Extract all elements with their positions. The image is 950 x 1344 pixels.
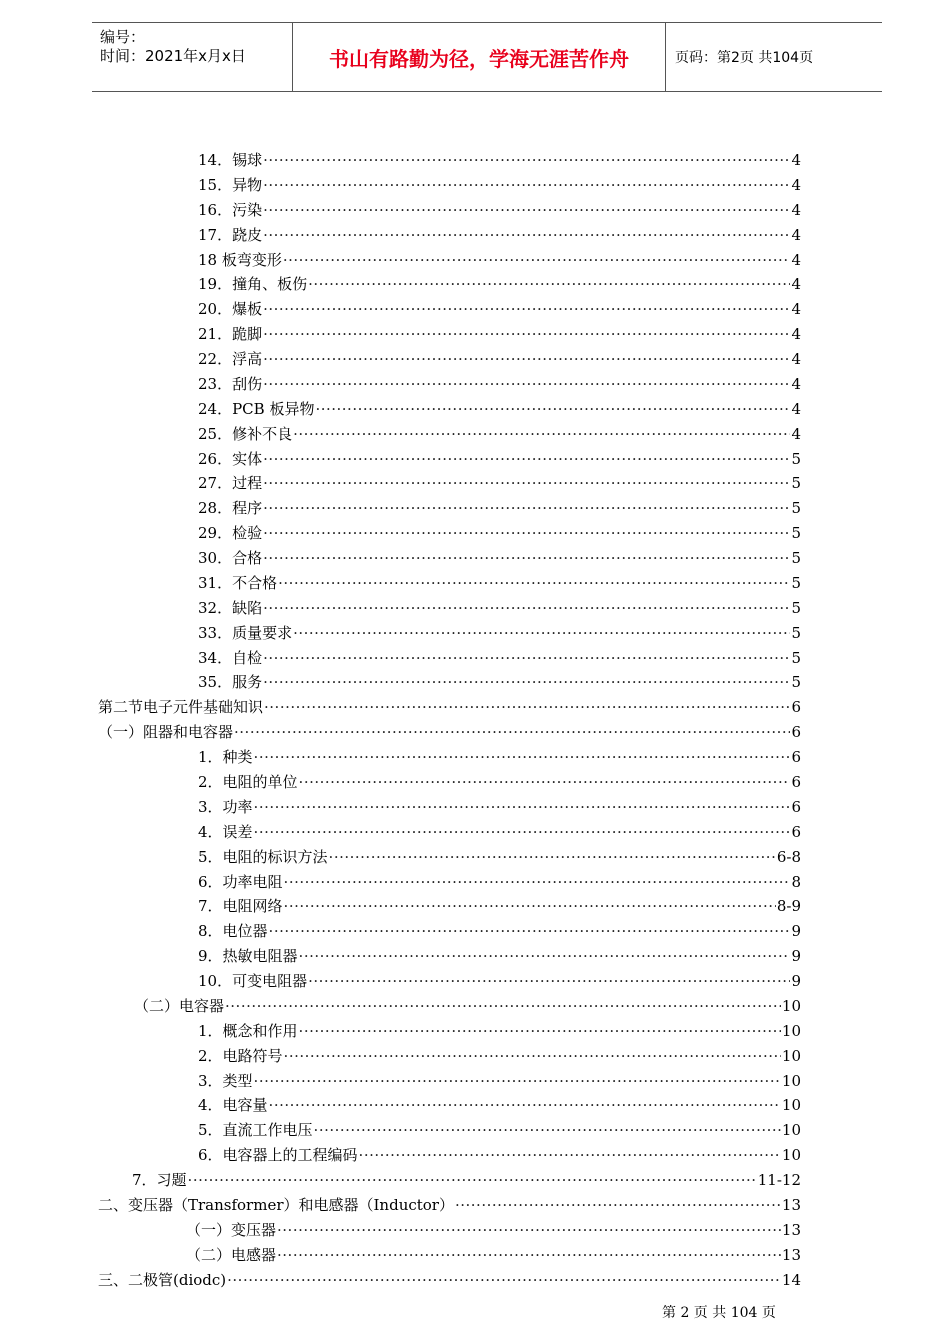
toc-entry[interactable]: [198, 796, 801, 818]
toc-entry-label: 24．PCB 板异物: [198, 399, 315, 418]
toc-entry[interactable]: [98, 696, 801, 718]
toc-leader-dots: [308, 970, 790, 992]
toc-leader-dots: [263, 199, 790, 221]
toc-entry-label: 33．质量要求: [198, 623, 293, 642]
toc-entry-page: 8-9: [776, 897, 801, 916]
toc-leader-dots: [263, 497, 790, 519]
toc-entry-label: 5．直流工作电压: [198, 1121, 313, 1140]
toc-entry-label: （一）阻器和电容器: [98, 723, 234, 742]
toc-entry[interactable]: [198, 920, 801, 942]
toc-entry-label: 35．服务: [198, 673, 263, 692]
toc-entry-label: 20．爆板: [198, 300, 263, 319]
toc-entry-page: 5: [791, 573, 801, 592]
toc-leader-dots: [254, 746, 791, 768]
toc-leader-dots: [225, 995, 781, 1017]
toc-leader-dots: [263, 174, 790, 196]
toc-entry-page: 13: [781, 1195, 801, 1214]
toc-entry-page: 4: [791, 175, 801, 194]
toc-entry-label: 29．检验: [198, 524, 263, 543]
toc-entry-label: 5．电阻的标识方法: [198, 847, 328, 866]
toc-entry[interactable]: [198, 497, 801, 519]
toc-entry-page: 10: [781, 1071, 801, 1090]
toc-entry-label: 6．功率电阻: [198, 872, 283, 891]
toc-entry[interactable]: [198, 895, 801, 917]
toc-entry-page: 6: [791, 698, 801, 717]
toc-entry-label: 34．自检: [198, 648, 263, 667]
toc-entry[interactable]: [198, 298, 801, 320]
toc-entry-label: 2．电路符号: [198, 1046, 283, 1065]
page-info: 页码：第2页 共104页: [675, 50, 814, 66]
toc-entry[interactable]: [198, 348, 801, 370]
toc-entry-page: 4: [791, 350, 801, 369]
toc-leader-dots: [264, 696, 790, 718]
toc-entry-label: 6．电容器上的工程编码: [198, 1146, 358, 1165]
toc-leader-dots: [283, 249, 791, 271]
toc-leader-dots: [269, 920, 791, 942]
toc-entry-label: 27．过程: [198, 474, 263, 493]
toc-entry-page: 5: [791, 598, 801, 617]
toc-entry-page: 6-8: [776, 847, 801, 866]
toc-entry-page: 5: [791, 474, 801, 493]
toc-entry[interactable]: [198, 1045, 801, 1067]
time-label: 时间：2021年x月x日: [100, 47, 246, 65]
toc-entry-label: 3．功率: [198, 797, 253, 816]
toc-leader-dots: [278, 572, 790, 594]
toc-entry[interactable]: [198, 647, 801, 669]
toc-entry-label: （二）电感器: [186, 1245, 277, 1264]
toc-entry[interactable]: [198, 771, 801, 793]
toc-leader-dots: [284, 871, 791, 893]
toc-entry[interactable]: [198, 871, 801, 893]
toc-entry[interactable]: [198, 671, 801, 693]
toc-entry[interactable]: [198, 622, 801, 644]
toc-entry[interactable]: [98, 1194, 801, 1216]
toc-entry[interactable]: [134, 995, 801, 1017]
toc-entry[interactable]: [198, 149, 801, 171]
toc-leader-dots: [263, 472, 790, 494]
toc-entry-label: （一）变压器: [186, 1220, 277, 1239]
toc-leader-dots: [293, 423, 790, 445]
toc-leader-dots: [455, 1194, 781, 1216]
toc-leader-dots: [254, 796, 791, 818]
toc-leader-dots: [263, 149, 790, 171]
toc-entry-label: 26．实体: [198, 449, 263, 468]
toc-entry-label: 22．浮高: [198, 350, 263, 369]
toc-entry-page: 8: [791, 872, 801, 891]
toc-entry-page: 4: [791, 325, 801, 344]
toc-entry[interactable]: [186, 1244, 801, 1266]
toc-entry-page: 10: [781, 1096, 801, 1115]
toc-entry[interactable]: [132, 1169, 801, 1191]
toc-leader-dots: [263, 448, 790, 470]
toc-entry-page: 4: [791, 200, 801, 219]
toc-entry[interactable]: [198, 373, 801, 395]
toc-entry[interactable]: [198, 423, 801, 445]
toc-entry[interactable]: [198, 224, 801, 246]
toc-leader-dots: [314, 1119, 781, 1141]
toc-entry-label: 28．程序: [198, 499, 263, 518]
toc-entry-label: 30．合格: [198, 549, 263, 568]
toc-entry-label: 7．电阻网络: [198, 897, 283, 916]
toc-leader-dots: [293, 622, 790, 644]
page-footer: 第 2 页 共 104 页: [662, 1305, 776, 1321]
toc-entry-page: 13: [781, 1220, 801, 1239]
toc-entry[interactable]: [198, 821, 801, 843]
toc-entry[interactable]: [198, 970, 801, 992]
toc-entry-label: 25．修补不良: [198, 424, 293, 443]
toc-entry[interactable]: [198, 273, 801, 295]
toc-leader-dots: [277, 1219, 781, 1241]
toc-entry[interactable]: [198, 448, 801, 470]
toc-leader-dots: [299, 1020, 781, 1042]
toc-entry-page: 4: [791, 399, 801, 418]
toc-leader-dots: [359, 1144, 781, 1166]
toc-entry-page: 4: [791, 275, 801, 294]
toc-entry-page: 5: [791, 524, 801, 543]
toc-entry-page: 5: [791, 449, 801, 468]
toc-leader-dots: [263, 373, 790, 395]
toc-leader-dots: [277, 1244, 781, 1266]
toc-entry-page: 10: [781, 996, 801, 1015]
toc-entry-page: 11-12: [757, 1171, 801, 1190]
toc-entry-label: 21．跪脚: [198, 325, 263, 344]
toc-entry-page: 9: [791, 972, 801, 991]
toc-entry[interactable]: [198, 547, 801, 569]
toc-entry-page: 5: [791, 499, 801, 518]
toc-entry[interactable]: [198, 1070, 801, 1092]
toc-leader-dots: [263, 224, 790, 246]
toc-entry-label: 二、变压器（Transformer）和电感器（Inductor）: [98, 1195, 454, 1214]
toc-entry-label: 2．电阻的单位: [198, 773, 298, 791]
toc-entry-page: 6: [791, 748, 801, 767]
toc-entry-page: 4: [791, 151, 801, 169]
toc-entry-page: 4: [791, 424, 801, 443]
toc-entry-page: 10: [781, 1146, 801, 1165]
toc-entry[interactable]: [198, 846, 801, 868]
toc-entry-page: 4: [791, 300, 801, 319]
toc-entry[interactable]: [198, 199, 801, 221]
toc-entry-page: 5: [791, 673, 801, 692]
toc-entry-page: 9: [791, 922, 801, 941]
toc-entry[interactable]: [198, 572, 801, 594]
toc-entry-page: 10: [781, 1021, 801, 1040]
toc-entry-label: （二）电容器: [134, 996, 225, 1015]
toc-entry-page: 10: [781, 1121, 801, 1140]
motto-text: 书山有路勤为径，学海无涯苦作舟: [329, 46, 629, 71]
toc-entry-label: 4．电容量: [198, 1096, 268, 1115]
toc-entry-label: 1．种类: [198, 748, 253, 767]
toc-entry-page: 13: [781, 1245, 801, 1264]
toc-entry-label: 3．类型: [198, 1071, 253, 1090]
toc-entry-page: 6: [791, 797, 801, 816]
toc-leader-dots: [263, 671, 790, 693]
toc-entry-page: 4: [791, 250, 801, 269]
toc-entry-label: 7．习题: [132, 1171, 187, 1190]
toc-entry-label: 17．跷皮: [198, 225, 263, 244]
toc-leader-dots: [227, 1269, 781, 1291]
number-label: 编号：: [100, 28, 146, 46]
toc-entry-page: 10: [781, 1046, 801, 1065]
toc-leader-dots: [254, 1070, 781, 1092]
toc-entry-label: 18 板弯变形: [198, 250, 282, 269]
page-header: [92, 22, 882, 92]
toc-entry-label: 三、二极管(diodc): [98, 1270, 227, 1289]
toc-leader-dots: [263, 522, 790, 544]
toc-entry-page: 9: [791, 947, 801, 966]
toc-entry[interactable]: [198, 398, 801, 420]
toc-entry-page: 14: [781, 1270, 801, 1289]
toc-entry-label: 9．热敏电阻器: [198, 947, 298, 966]
toc-entry[interactable]: [198, 597, 801, 619]
toc-entry-label: 14．锡球: [198, 151, 263, 169]
toc-leader-dots: [299, 771, 791, 793]
toc-entry-page: 4: [791, 225, 801, 244]
toc-leader-dots: [263, 348, 790, 370]
toc-entry-page: 6: [791, 773, 801, 791]
toc-entry[interactable]: [198, 1119, 801, 1141]
toc-entry-label: 第二节电子元件基础知识: [98, 698, 264, 717]
toc-leader-dots: [263, 597, 790, 619]
toc-leader-dots: [254, 821, 791, 843]
header-motto-cell: [292, 23, 666, 91]
toc-leader-dots: [263, 547, 790, 569]
toc-entry[interactable]: [198, 472, 801, 494]
toc-leader-dots: [269, 1094, 781, 1116]
toc-leader-dots: [315, 398, 790, 420]
toc-entry-page: 5: [791, 648, 801, 667]
toc-leader-dots: [188, 1169, 757, 1191]
toc-entry-label: 19．撞角、板伤: [198, 275, 308, 294]
toc-leader-dots: [284, 1045, 781, 1067]
toc-leader-dots: [284, 895, 776, 917]
toc-entry[interactable]: [198, 945, 801, 967]
toc-entry-label: 23．刮伤: [198, 374, 263, 393]
toc-entry-label: 16．污染: [198, 200, 263, 219]
toc-leader-dots: [234, 721, 790, 743]
toc-entry-page: 4: [791, 374, 801, 393]
toc-entry[interactable]: [98, 1269, 801, 1291]
toc-entry[interactable]: [198, 174, 801, 196]
toc-leader-dots: [263, 647, 790, 669]
toc-entry[interactable]: [198, 323, 801, 345]
toc-entry[interactable]: [186, 1219, 801, 1241]
toc-entry-label: 8．电位器: [198, 922, 268, 941]
toc-entry-page: 5: [791, 623, 801, 642]
toc-entry-label: 31．不合格: [198, 573, 278, 592]
toc-entry-label: 4．误差: [198, 822, 253, 841]
toc-entry-label: 10．可变电阻器: [198, 972, 308, 991]
toc-entry[interactable]: [198, 746, 801, 768]
toc-entry[interactable]: [198, 1094, 801, 1116]
toc-entry[interactable]: [198, 522, 801, 544]
toc-leader-dots: [299, 945, 791, 967]
header-page-cell: [665, 23, 882, 91]
toc-entry-label: 32．缺陷: [198, 598, 263, 617]
toc-entry-page: 6: [791, 822, 801, 841]
toc-entry[interactable]: [98, 721, 801, 743]
toc-entry[interactable]: [198, 249, 801, 271]
toc-entry-label: 1．概念和作用: [198, 1021, 298, 1040]
toc-entry-page: 6: [791, 723, 801, 742]
toc-leader-dots: [263, 298, 790, 320]
toc-leader-dots: [263, 323, 790, 345]
toc-entry[interactable]: [198, 1144, 801, 1166]
toc-entry[interactable]: [198, 1020, 801, 1042]
toc-leader-dots: [308, 273, 790, 295]
toc-entry-page: 5: [791, 549, 801, 568]
toc-entry-label: 15．异物: [198, 175, 263, 194]
header-meta: [92, 23, 292, 91]
toc-leader-dots: [329, 846, 776, 868]
